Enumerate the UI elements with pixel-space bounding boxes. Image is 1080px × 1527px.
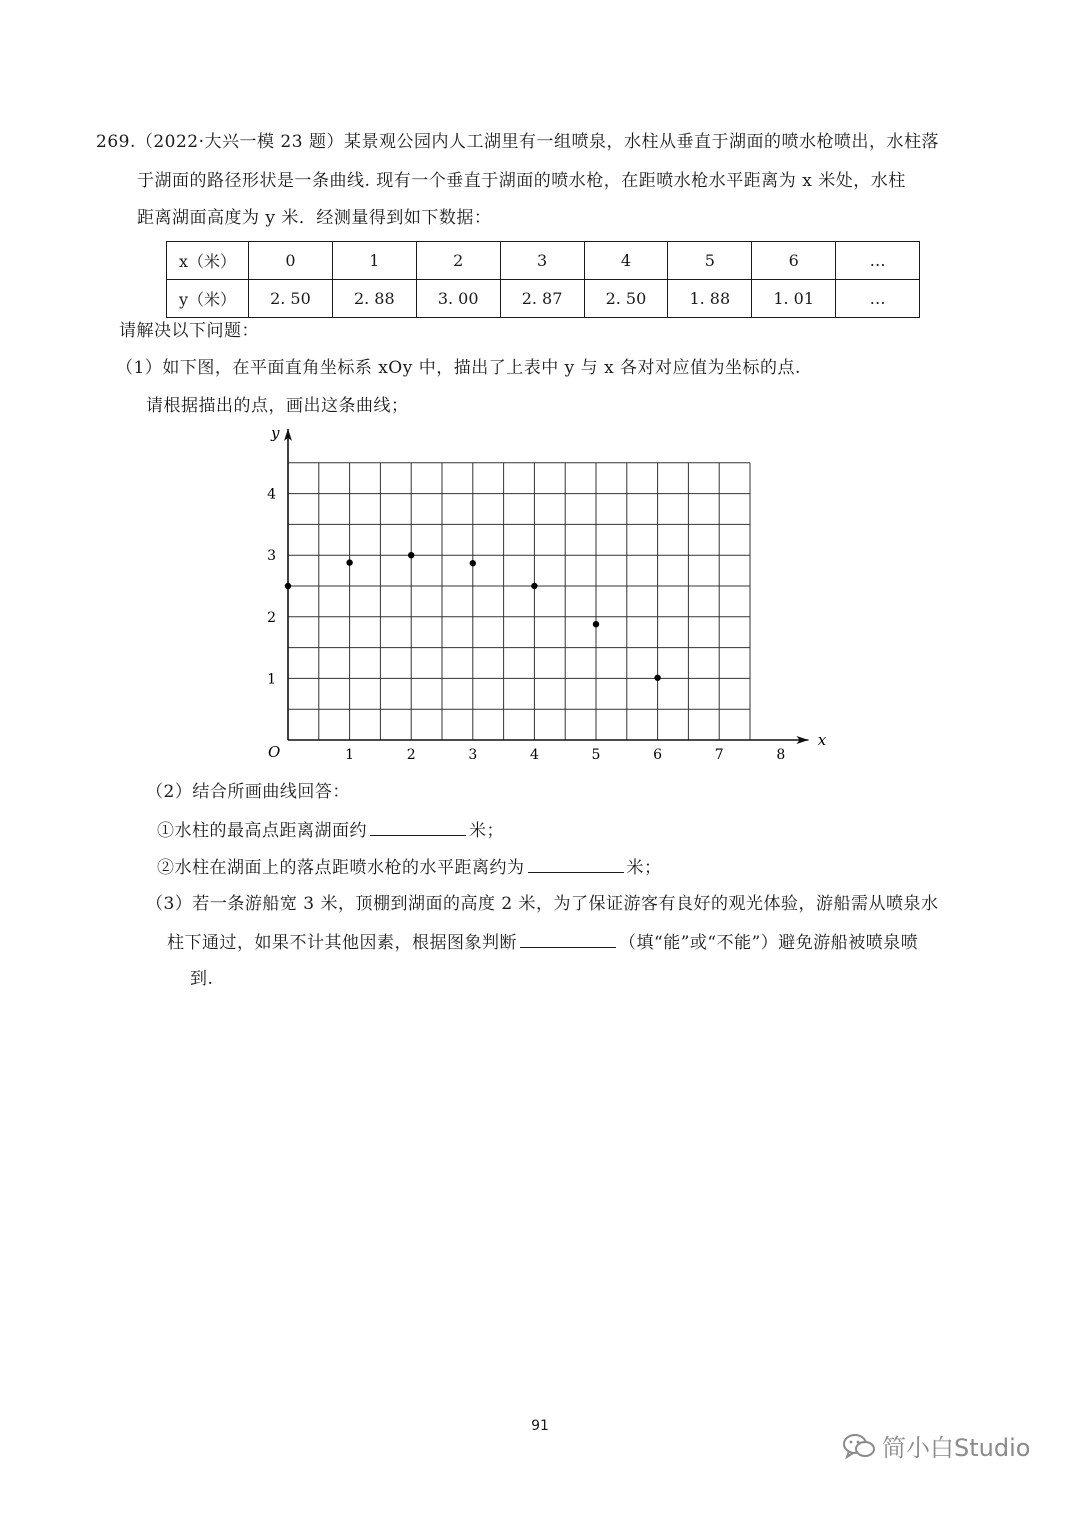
watermark-text: 简小白Studio bbox=[882, 1434, 1031, 1462]
data-point bbox=[285, 583, 291, 589]
y-tick-label: 1 bbox=[267, 671, 276, 688]
table-cell: 3. 00 bbox=[416, 280, 500, 318]
problem-line-2: 于湖面的路径形状是一条曲线. 现有一个垂直于湖面的喷水枪，在距喷水枪水平距离为 x 米处，水柱 bbox=[137, 171, 906, 191]
table-cell: 2. 50 bbox=[249, 280, 333, 318]
table-cell: 2. 50 bbox=[584, 280, 668, 318]
question-2-intro: （2）结合所画曲线回答： bbox=[146, 782, 350, 802]
x-tick-label: 2 bbox=[406, 747, 416, 763]
question-2-b-unit: 米； bbox=[626, 858, 662, 878]
coordinate-plot bbox=[0, 420, 1080, 780]
wechat-icon bbox=[842, 1432, 876, 1460]
question-3-line-2 bbox=[167, 931, 918, 954]
y-axis-label: y bbox=[271, 424, 280, 443]
answer-blank-2[interactable] bbox=[528, 856, 624, 873]
question-2-a-unit: 米； bbox=[469, 821, 504, 841]
question-2-a-text: ①水柱的最高点距离湖面约 bbox=[157, 821, 367, 841]
origin-label: O bbox=[268, 743, 281, 761]
table-cell: 4 bbox=[584, 242, 668, 280]
x-tick-label: 3 bbox=[468, 747, 478, 763]
table-cell: 2. 88 bbox=[332, 280, 416, 318]
table-cell: 6 bbox=[752, 242, 836, 280]
page-number: 91 bbox=[531, 1418, 549, 1434]
table-row bbox=[167, 280, 920, 318]
answer-blank-3[interactable] bbox=[520, 931, 616, 948]
data-point bbox=[593, 621, 599, 627]
question-2-a bbox=[157, 819, 504, 842]
table-cell: 5 bbox=[668, 242, 752, 280]
problem-line-3: 距离湖面高度为 y 米．经测量得到如下数据： bbox=[137, 208, 492, 228]
table-cell: 2. 87 bbox=[500, 280, 584, 318]
data-table bbox=[166, 241, 920, 318]
x-tick-label: 5 bbox=[591, 747, 601, 763]
questions-intro: 请解决以下问题： bbox=[119, 321, 259, 341]
question-3-line-3: 到. bbox=[190, 969, 214, 989]
table-cell: … bbox=[836, 280, 920, 318]
x-axis-label: x bbox=[817, 731, 827, 749]
question-1-line-2: 请根据描出的点，画出这条曲线； bbox=[146, 396, 409, 416]
x-tick-label: 8 bbox=[776, 747, 786, 763]
table-cell: 1. 88 bbox=[668, 280, 752, 318]
table-cell: y（米） bbox=[167, 280, 249, 318]
table-cell: … bbox=[836, 242, 920, 280]
x-tick-label: 6 bbox=[653, 747, 663, 763]
y-tick-label: 4 bbox=[267, 486, 276, 503]
answer-blank-1[interactable] bbox=[370, 819, 466, 836]
table-row bbox=[167, 242, 920, 280]
question-3-text-cont: （填“能”或“不能”）避免游船被喷泉喷 bbox=[619, 933, 919, 953]
problem-line-1: 269.（2022·大兴一模 23 题）某景观公园内人工湖里有一组喷泉，水柱从垂直于湖面的喷水枪喷出，水柱落 bbox=[96, 132, 939, 152]
plot-tick-labels bbox=[267, 424, 827, 763]
y-tick-label: 2 bbox=[267, 609, 276, 626]
table-cell: 1. 01 bbox=[752, 280, 836, 318]
question-3-text: 柱下通过，如果不计其他因素，根据图象判断 bbox=[167, 933, 517, 953]
data-point bbox=[531, 583, 537, 589]
table-cell: x（米） bbox=[167, 242, 249, 280]
question-2-b-text: ②水柱在湖面上的落点距喷水枪的水平距离约为 bbox=[157, 858, 525, 878]
table-cell: 3 bbox=[500, 242, 584, 280]
watermark bbox=[842, 1428, 1030, 1463]
question-3-line-1: （3）若一条游船宽 3 米，顶棚到湖面的高度 2 米，为了保证游客有良好的观光体验，游船需从喷泉水 bbox=[146, 894, 939, 914]
table-cell: 1 bbox=[332, 242, 416, 280]
plot-grid bbox=[288, 463, 750, 740]
x-tick-label: 7 bbox=[714, 747, 724, 763]
data-point bbox=[470, 560, 476, 566]
x-tick-label: 1 bbox=[345, 747, 355, 763]
table-cell: 2 bbox=[416, 242, 500, 280]
question-1-line-1: （1）如下图，在平面直角坐标系 xOy 中，描出了上表中 y 与 x 各对对应值为坐标的点. bbox=[116, 358, 801, 378]
table-cell: 0 bbox=[249, 242, 333, 280]
question-2-b bbox=[157, 856, 662, 879]
data-point bbox=[346, 559, 352, 565]
data-point bbox=[654, 675, 660, 681]
x-tick-label: 4 bbox=[529, 747, 539, 763]
data-point bbox=[408, 552, 414, 558]
y-tick-label: 3 bbox=[267, 548, 276, 565]
